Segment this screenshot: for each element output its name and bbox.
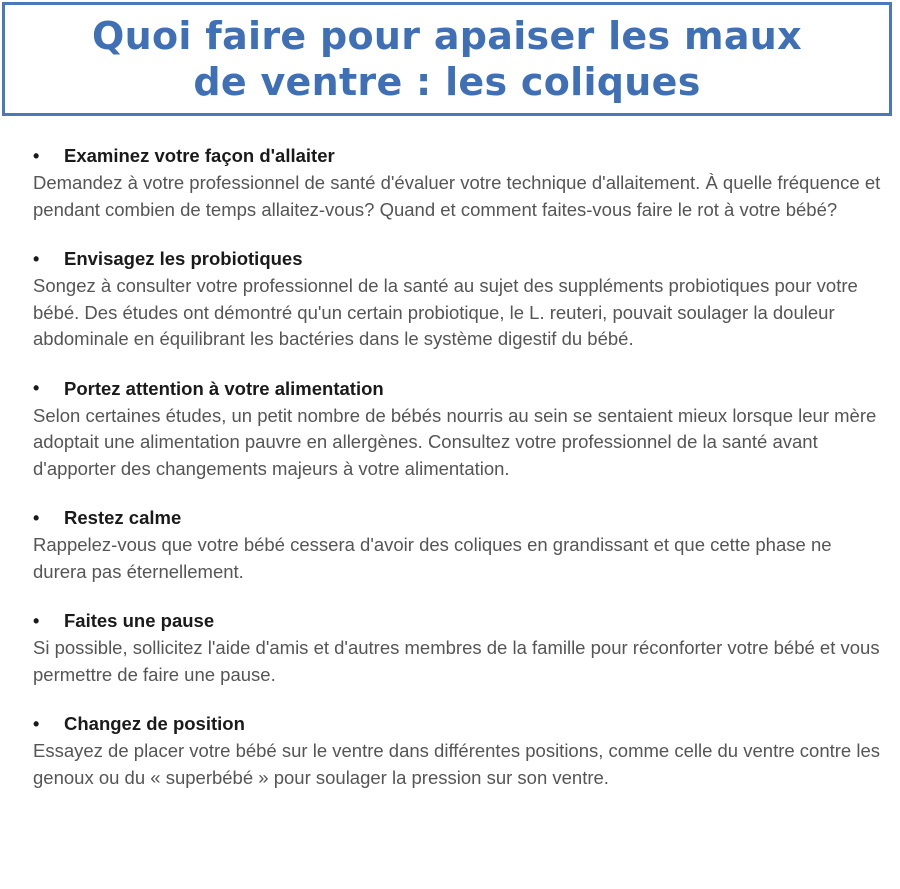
- tip-section: [33, 710, 883, 791]
- tip-heading: Restez calme: [64, 507, 182, 528]
- bullet-icon: •: [33, 507, 40, 528]
- tip-body: Rappelez-vous que votre bébé cessera d'avoir des coliques en grandissant et que cette phase ne durera pas éternellement.: [33, 534, 832, 582]
- bullet-icon: •: [33, 610, 40, 631]
- tip-heading-row: [33, 504, 883, 532]
- tip-body: Essayez de placer votre bébé sur le ventre dans différentes positions, comme celle du ventre contre les genoux ou du « superbébé » pour soulager la pression sur son ventre.: [33, 740, 880, 788]
- bullet-icon: •: [33, 248, 40, 269]
- tip-heading: Envisagez les probiotiques: [64, 248, 303, 269]
- tip-heading: Examinez votre façon d'allaiter: [64, 145, 335, 166]
- bullet-icon: •: [33, 378, 40, 398]
- bullet-icon: •: [33, 145, 40, 166]
- tip-heading: Faites une pause: [64, 610, 215, 631]
- tip-heading: Changez de position: [64, 713, 245, 734]
- bullet-icon: •: [33, 713, 40, 734]
- tips-list: [33, 142, 883, 813]
- tip-heading-row: [33, 607, 883, 635]
- tip-heading: Portez attention à votre alimentation: [64, 377, 384, 399]
- tip-section: [33, 142, 883, 223]
- tip-body: Songez à consulter votre professionnel de la santé au sujet des suppléments probiotiques pour votre bébé. Des études ont démontré qu'un certain probiotique, le L. reuteri, pouvait soulager la douleur abdominale en équilibrant les bactéries dans le système digestif du bébé.: [33, 275, 858, 349]
- tip-heading-row: [33, 245, 883, 273]
- tip-section: [33, 504, 883, 585]
- tip-body: Selon certaines études, un petit nombre de bébés nourris au sein se sentaient mieux lorsque leur mère adoptait une alimentation pauvre en allergènes. Consultez votre professionnel de la santé avant d'apporter des changements majeurs à votre alimentation.: [33, 404, 877, 479]
- tip-heading-row: [33, 142, 883, 170]
- tip-section: [33, 607, 883, 688]
- tip-body: Demandez à votre professionnel de santé d'évaluer votre technique d'allaitement. À quelle fréquence et pendant combien de temps allaitez-vous? Quand et comment faites-vous faire le rot à votre bébé?: [33, 172, 881, 220]
- tip-heading-row: [33, 375, 883, 403]
- page-title-line-2: de ventre : les coliques: [193, 60, 701, 104]
- tip-section: [33, 245, 883, 353]
- tip-section: [33, 375, 883, 483]
- tip-body: Si possible, sollicitez l'aide d'amis et d'autres membres de la famille pour réconforter votre bébé et vous permettre de faire une pause.: [33, 637, 880, 685]
- page-title-line-1: Quoi faire pour apaiser les maux: [92, 14, 802, 58]
- title-box: [2, 2, 892, 116]
- tip-heading-row: [33, 710, 883, 738]
